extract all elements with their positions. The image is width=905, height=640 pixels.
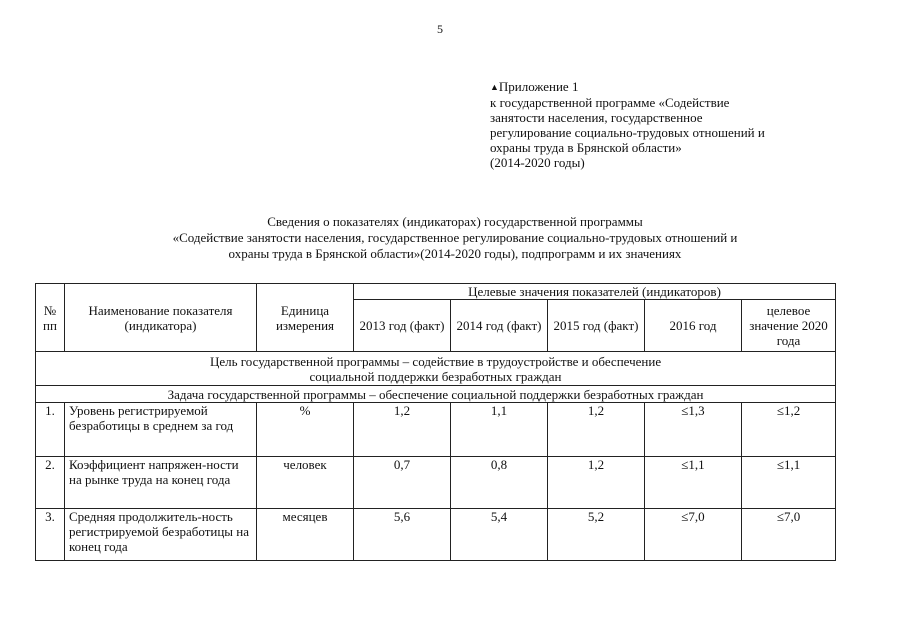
header-year-2016: 2016 год xyxy=(645,300,742,352)
value-2014: 1,1 xyxy=(451,403,548,457)
indicator-unit: % xyxy=(257,403,354,457)
indicator-name: Уровень регистрируемой безработицы в среднем за год xyxy=(65,403,257,457)
appendix-line-1 xyxy=(490,79,765,95)
header-targets: Целевые значения показателей (индикаторов) xyxy=(354,284,836,300)
indicators-table xyxy=(35,283,836,561)
title-line-3: охраны труда в Брянской области»(2014-2020 годы), подпрограмм и их значениях xyxy=(228,246,682,261)
header-name: Наименование показателя (индикатора) xyxy=(65,284,257,352)
header-num: № пп xyxy=(36,284,65,352)
indicator-name: Средняя продолжитель-ность регистрируемой безработицы на конец года xyxy=(65,509,257,561)
header-year-2013: 2013 год (факт) xyxy=(354,300,451,352)
value-2015: 5,2 xyxy=(548,509,645,561)
page-number: 5 xyxy=(437,22,443,36)
goal-line-1: Цель государственной программы – содействие в трудоустройстве и обеспечение xyxy=(209,353,662,369)
value-2015: 1,2 xyxy=(548,403,645,457)
indicator-unit: месяцев xyxy=(257,509,354,561)
program-task: Задача государственной программы – обеспечение социальной поддержки безработных граждан xyxy=(36,386,836,403)
value-2016: ≤7,0 xyxy=(645,509,742,561)
value-2020: ≤1,1 xyxy=(742,457,836,509)
indicator-name: Коэффициент напряжен-ности на рынке труда на конец года xyxy=(65,457,257,509)
header-year-2015: 2015 год (факт) xyxy=(548,300,645,352)
appendix-line-2: к государственной программе «Содействие xyxy=(490,95,730,110)
appendix-line-4: регулирование социально-трудовых отношений и xyxy=(490,125,765,140)
value-2015: 1,2 xyxy=(548,457,645,509)
row-number: 3. xyxy=(36,509,65,561)
appendix-line-5: охраны труда в Брянской области» xyxy=(490,140,682,155)
value-2020: ≤1,2 xyxy=(742,403,836,457)
header-unit: Единица измерения xyxy=(257,284,354,352)
program-goal xyxy=(36,352,836,386)
appendix-line-6: (2014-2020 годы) xyxy=(490,155,585,170)
value-2013: 5,6 xyxy=(354,509,451,561)
value-2014: 5,4 xyxy=(451,509,548,561)
title-line-1: Сведения о показателях (индикаторах) государственной программы xyxy=(267,214,643,229)
appendix-line-3: занятости населения, государственное xyxy=(490,110,703,125)
value-2016: ≤1,3 xyxy=(645,403,742,457)
triangle-marker-icon: ▲ xyxy=(490,82,499,92)
value-2020: ≤7,0 xyxy=(742,509,836,561)
title-line-2: «Содействие занятости населения, государственное регулирование социально-трудовых отношений и xyxy=(172,230,738,245)
table-row xyxy=(36,509,836,561)
appendix-note xyxy=(490,79,765,170)
header-target-2020: целевое значение 2020 года xyxy=(742,300,836,352)
indicator-unit: человек xyxy=(257,457,354,509)
row-number: 2. xyxy=(36,457,65,509)
value-2016: ≤1,1 xyxy=(645,457,742,509)
appendix-heading: Приложение 1 xyxy=(498,79,579,94)
row-number: 1. xyxy=(36,403,65,457)
value-2014: 0,8 xyxy=(451,457,548,509)
table-row xyxy=(36,403,836,457)
table-row xyxy=(36,457,836,509)
document-title xyxy=(60,214,850,262)
value-2013: 1,2 xyxy=(354,403,451,457)
goal-line-2: социальной поддержки безработных граждан xyxy=(309,368,562,384)
value-2013: 0,7 xyxy=(354,457,451,509)
header-year-2014: 2014 год (факт) xyxy=(451,300,548,352)
